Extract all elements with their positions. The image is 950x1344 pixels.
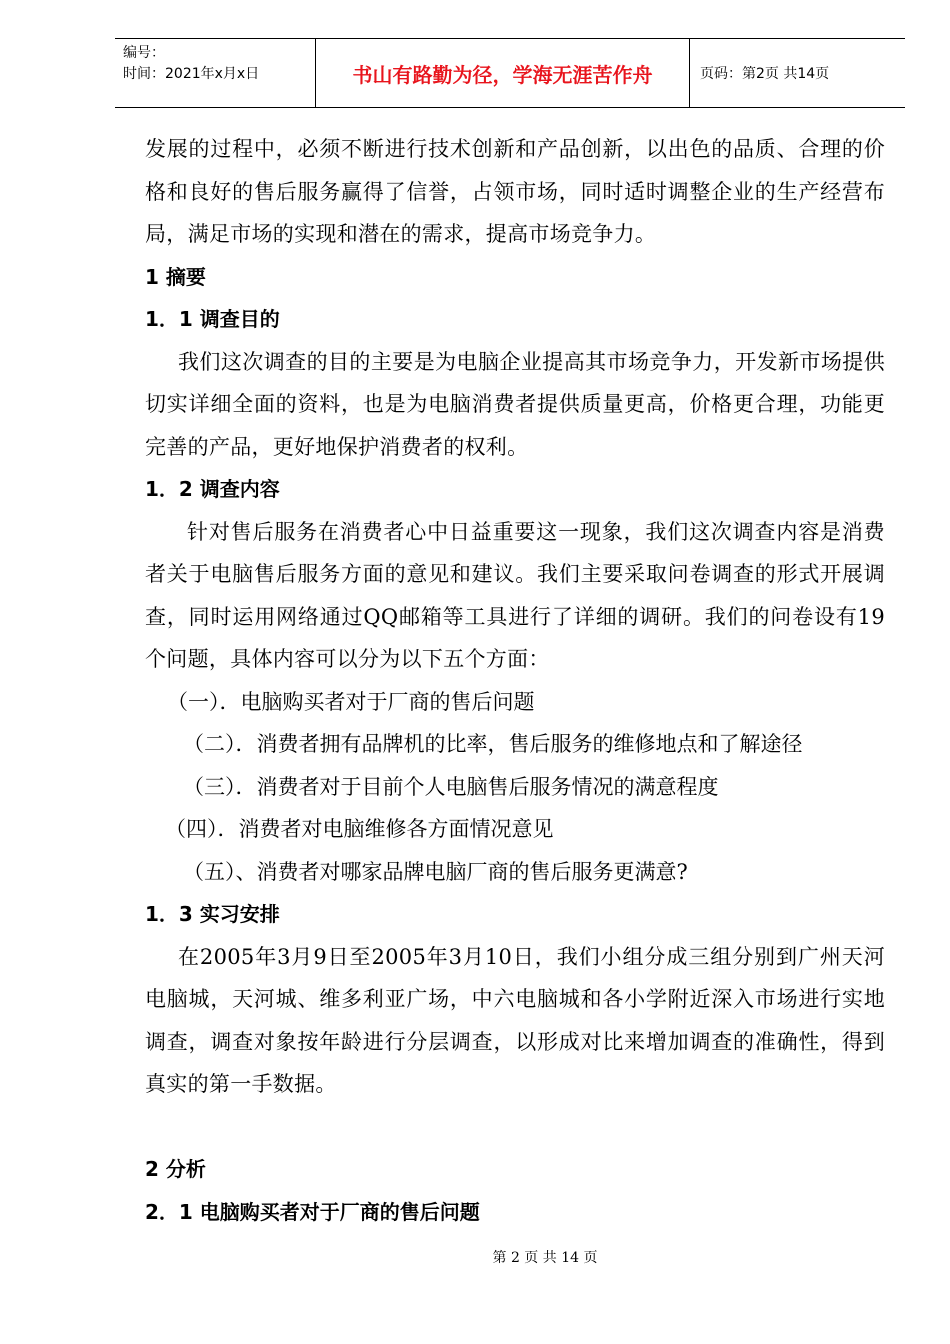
paragraph-1-3: 在2005年3月9日至2005年3月10日，我们小组分成三组分别到广州天河电脑城，天河城、维多利亚广场，中六电脑城和各小学附近深入市场进行实地调查，调查对象按年龄进行分层调查，以形成对比来增加调查的准确性，得到真实的第一手数据。 [145,944,885,1096]
section-heading-1-1: 1．1 调查目的 [145,307,280,331]
paragraph-1-2: 针对售后服务在消费者心中日益重要这一现象，我们这次调查内容是消费者关于电脑售后服务方面的意见和建议。我们主要采取问卷调查的形式开展调查，同时运用网络通过QQ邮箱等工具进行了详细的调研。我们的问卷设有19个问题，具体内容可以分为以下五个方面： [145,519,885,671]
list-item: （二）．消费者拥有品牌机的比率，售后服务的维修地点和了解途径 [183,732,803,756]
page-header [115,38,905,108]
section-heading-1-2: 1．2 调查内容 [145,477,280,501]
intro-paragraph: 发展的过程中，必须不断进行技术创新和产品创新，以出色的品质、合理的价格和良好的售后服务赢得了信誉，占领市场，同时适时调整企业的生产经营布局，满足市场的实现和潜在的需求，提高市场竞争力。 [145,137,885,246]
document-body [145,128,885,1233]
time-label: 时间：2021年x月x日 [123,66,260,82]
page-footer: 第 2 页 共 14 页 [492,1250,598,1266]
section-heading-2: 2 分析 [145,1157,206,1181]
header-meta [115,39,316,107]
paragraph-1-1: 我们这次调查的目的主要是为电脑企业提高其市场竞争力，开发新市场提供切实详细全面的资料，也是为电脑消费者提供质量更高，价格更合理，功能更完善的产品，更好地保护消费者的权利。 [145,349,885,459]
section-heading-1-3: 1．3 实习安排 [145,902,280,926]
section-heading-1: 1 摘要 [145,264,206,289]
list-item: （四）．消费者对电脑维修各方面情况意见 [165,817,554,841]
number-label: 编号： [123,45,165,61]
header-motto: 书山有路勤为径，学海无涯苦作舟 [316,39,690,107]
section-heading-2-1: 2．1 电脑购买者对于厂商的售后问题 [145,1199,480,1224]
list-item: （五）、消费者对哪家品牌电脑厂商的售后服务更满意? [183,859,688,884]
blank-line [145,1106,885,1149]
list-item: （三）．消费者对于目前个人电脑售后服务情况的满意程度 [183,774,719,799]
list-item: （一）．电脑购买者对于厂商的售后问题 [167,689,535,714]
header-page-label: 页码：第2页 共14页 [700,66,830,82]
